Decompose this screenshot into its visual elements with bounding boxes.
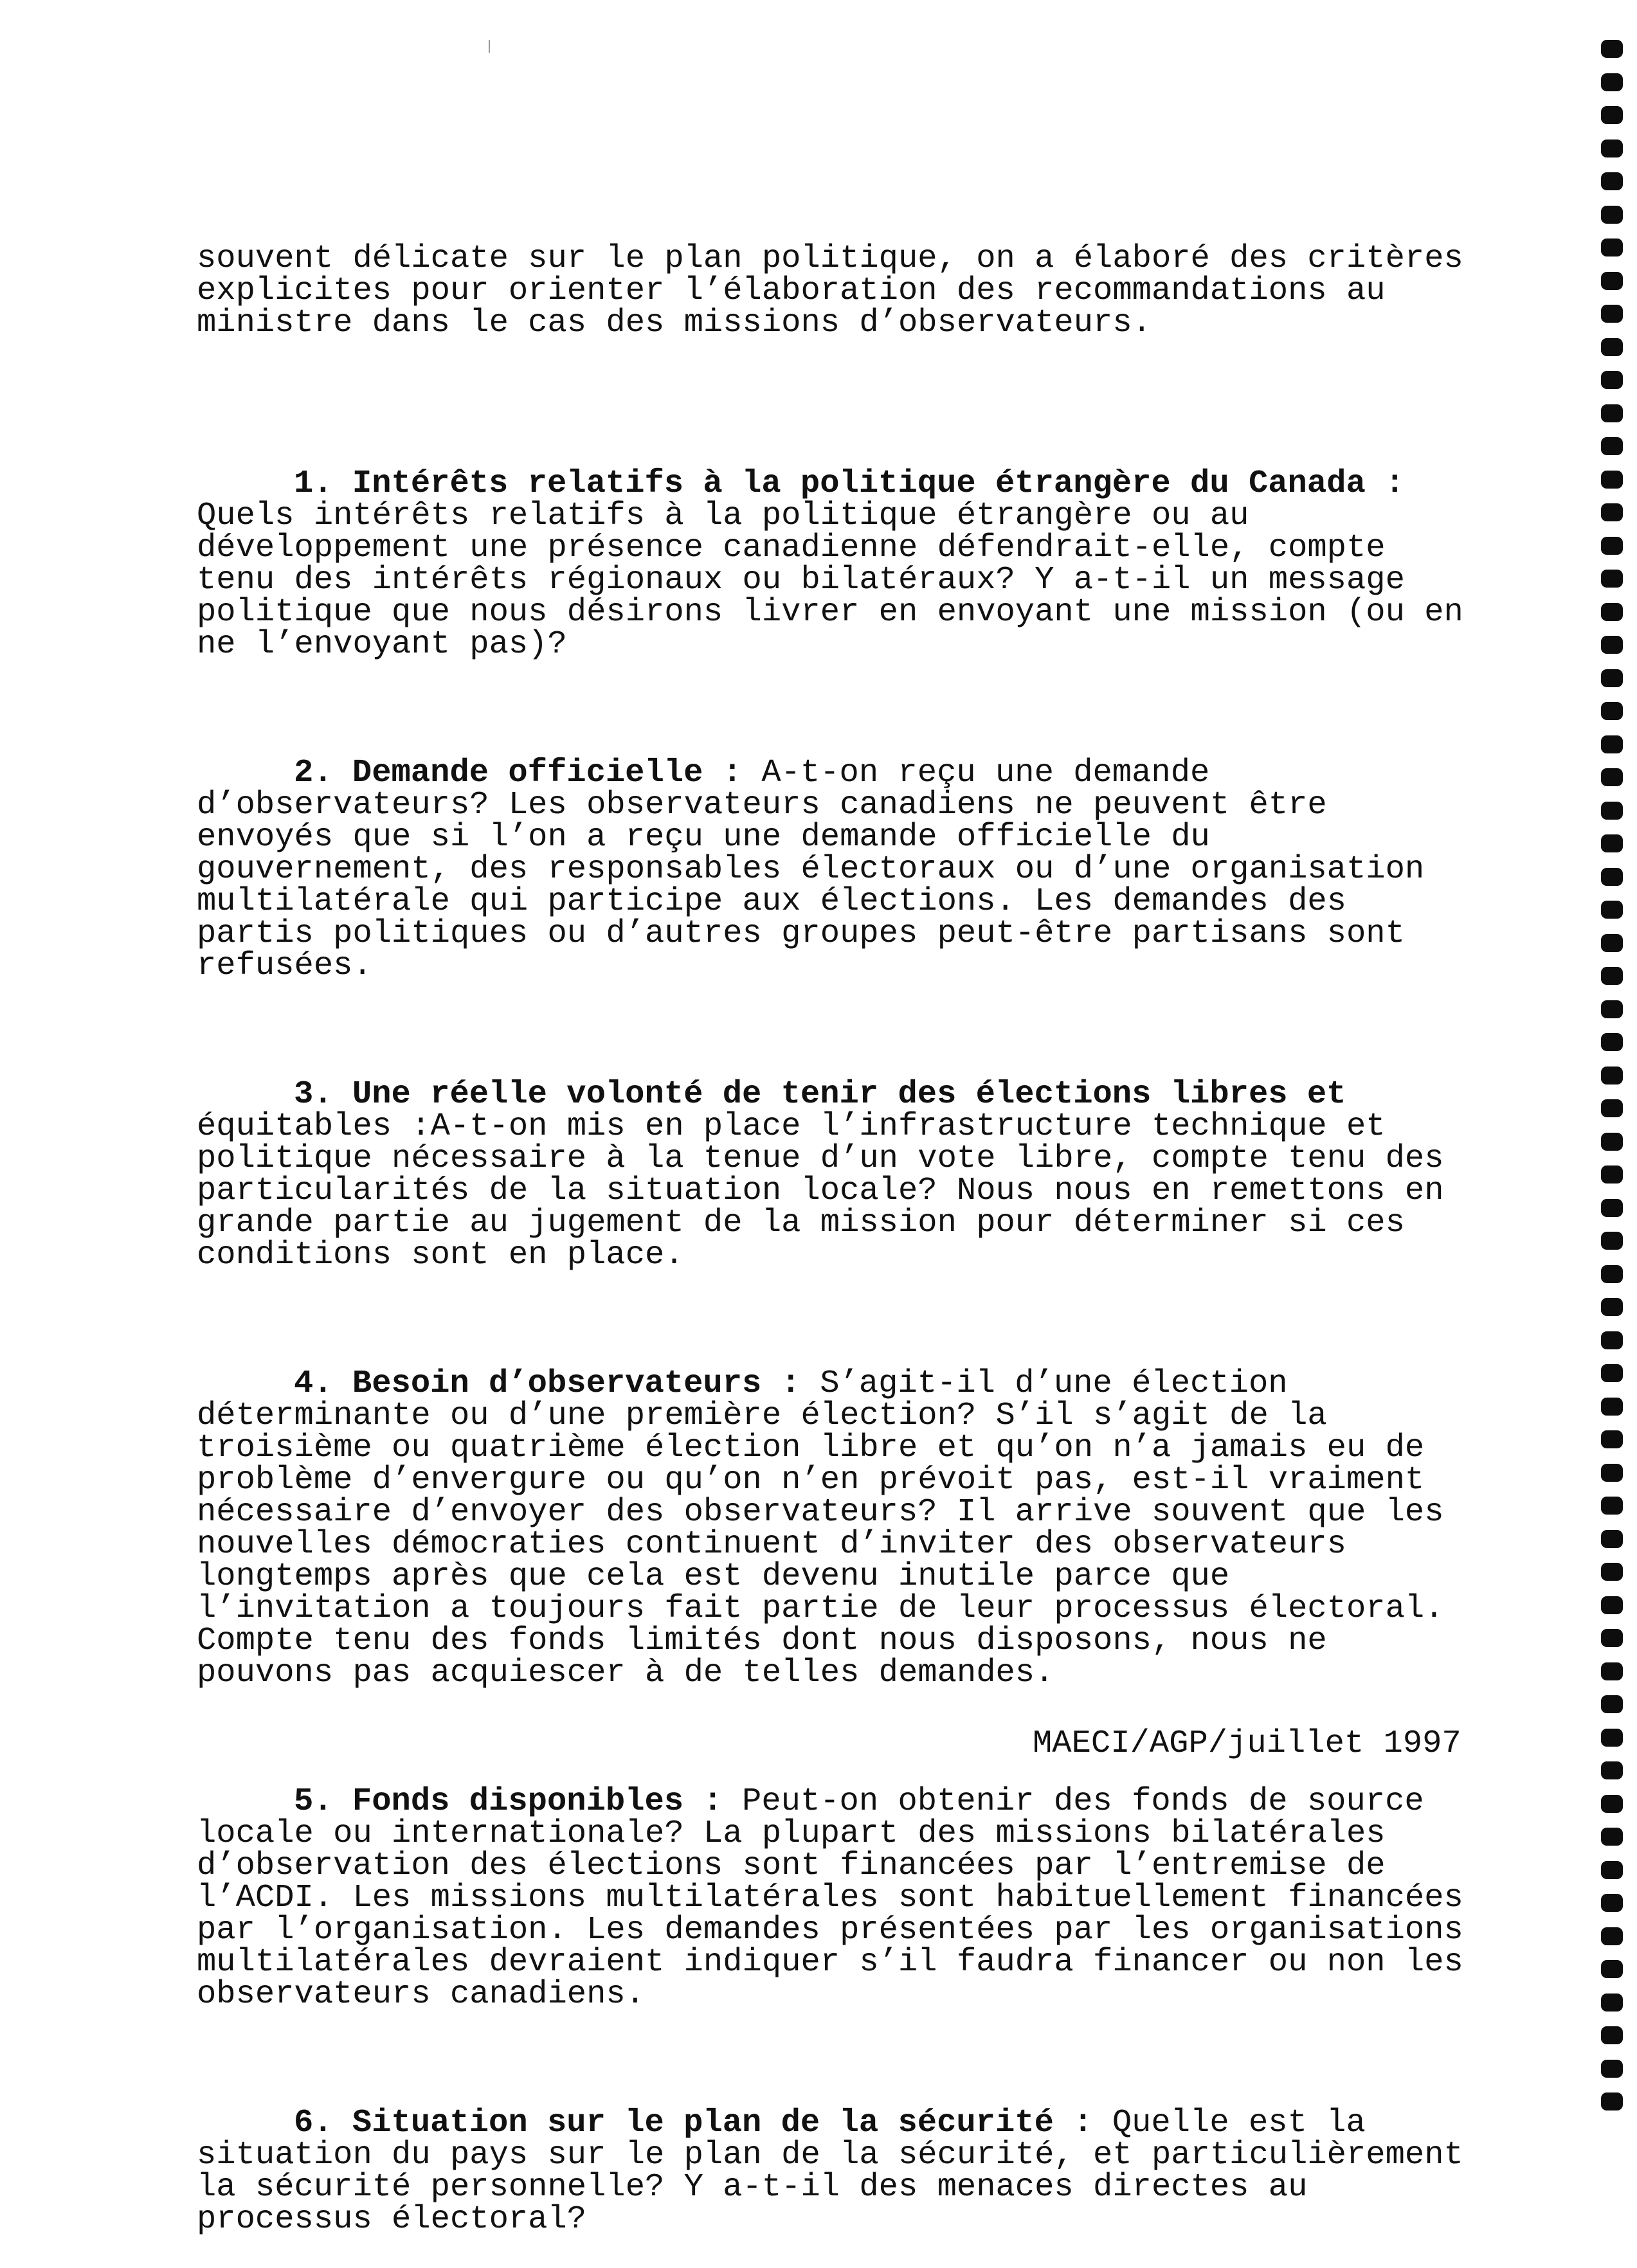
criterion-heading: 5. Fonds disponibles : [294, 1783, 723, 1820]
criterion-line: d’observation des élections sont financées par l’entremise de [197, 1848, 1386, 1884]
criterion-line: par l’organisation. Les demandes présentées par les organisations [197, 1912, 1463, 1949]
scan-artifact-mark [489, 40, 490, 53]
binder-hole [1601, 1166, 1623, 1184]
criterion-line: ne l’envoyant pas)? [197, 626, 567, 663]
binder-hole [1601, 537, 1623, 555]
binder-hole [1601, 967, 1623, 985]
binder-hole [1601, 603, 1623, 621]
criterion-first-line: A-t-on reçu une demande [742, 755, 1210, 791]
binder-hole [1601, 437, 1623, 455]
binder-hole [1601, 272, 1623, 290]
binder-hole [1601, 1331, 1623, 1349]
binder-hole [1601, 1761, 1623, 1779]
binder-hole [1601, 1232, 1623, 1250]
binder-hole [1601, 1629, 1623, 1647]
criterion-line: envoyés que si l’on a reçu une demande officielle du [197, 819, 1210, 856]
binder-hole [1601, 503, 1623, 521]
binder-hole [1601, 1430, 1623, 1448]
binder-hole [1601, 1927, 1623, 1945]
criterion-2 [197, 757, 1483, 982]
binder-hole [1601, 1729, 1623, 1747]
binder-hole [1601, 1364, 1623, 1382]
binder-hole [1601, 1894, 1623, 1912]
criterion-line: politique nécessaire à la tenue d’un vote libre, compte tenu des [197, 1140, 1444, 1177]
binder-hole [1601, 934, 1623, 952]
binder-hole [1601, 768, 1623, 786]
criterion-line: multilatérales devraient indiquer s’il faudra financer ou non les [197, 1944, 1463, 1981]
binder-hole [1601, 73, 1623, 91]
binder-hole [1601, 1497, 1623, 1515]
document-body [197, 179, 1483, 2268]
criterion-line: politique que nous désirons livrer en envoyant une mission (ou en [197, 594, 1463, 631]
binder-hole [1601, 1298, 1623, 1316]
binder-hole [1601, 1960, 1623, 1978]
criterion-line: pouvons pas acquiescer à de telles demandes. [197, 1655, 1054, 1691]
criterion-line: problème d’envergure ou qu’on n’en prévoit pas, est-il vraiment [197, 1462, 1425, 1498]
binder-hole [1601, 735, 1623, 753]
criterion-line: longtemps après que cela est devenu inutile parce que [197, 1558, 1230, 1595]
document-footer: MAECI/AGP/juillet 1997 [1033, 1725, 1461, 1762]
intro-line: ministre dans le cas des missions d’observateurs. [197, 305, 1152, 341]
binder-hole [1601, 1066, 1623, 1084]
binder-hole [1601, 1994, 1623, 2012]
binder-hole [1601, 140, 1623, 158]
binder-hole-strip [1601, 26, 1627, 2132]
criterion-heading: 1. Intérêts relatifs à la politique étrangère du Canada : [294, 465, 1405, 502]
binder-hole [1601, 1662, 1623, 1680]
binder-hole [1601, 1265, 1623, 1283]
criterion-line: l’ACDI. Les missions multilatérales sont habituellement financées [197, 1880, 1463, 1916]
binder-hole [1601, 802, 1623, 820]
binder-hole [1601, 404, 1623, 422]
binder-hole [1601, 1795, 1623, 1813]
binder-hole [1601, 1861, 1623, 1879]
criterion-3 [197, 1076, 1483, 1274]
binder-hole [1601, 40, 1623, 58]
criterion-heading: 2. Demande officielle : [294, 755, 743, 791]
binder-hole [1601, 2026, 1623, 2044]
binder-hole [1601, 1000, 1623, 1018]
criterion-line: troisième ou quatrième élection libre et qu’on n’a jamais eu de [197, 1430, 1425, 1466]
criterion-line: grande partie au jugement de la mission pour déterminer si ces [197, 1205, 1405, 1241]
criterion-first-line: S’agit-il d’une élection [800, 1365, 1288, 1402]
binder-hole [1601, 1563, 1623, 1581]
binder-hole [1601, 901, 1623, 919]
criterion-line: gouvernement, des responsables électoraux ou d’une organisation [197, 851, 1425, 888]
criterion-line: processus électoral? [197, 2201, 587, 2238]
criterion-line: tenu des intérêts régionaux ou bilatéraux? Y a-t-il un message [197, 562, 1405, 598]
binder-hole [1601, 2060, 1623, 2078]
criterion-6 [197, 2107, 1483, 2236]
criterion-heading: 4. Besoin d’observateurs : [294, 1365, 800, 1402]
intro-paragraph [197, 240, 1483, 341]
binder-hole [1601, 834, 1623, 852]
criterion-line: Compte tenu des fonds limités dont nous disposons, nous ne [197, 1623, 1327, 1659]
binder-hole [1601, 172, 1623, 190]
criterion-first-line: Quelle est la [1092, 2105, 1366, 2141]
binder-hole [1601, 702, 1623, 720]
binder-hole [1601, 1530, 1623, 1548]
binder-hole [1601, 1199, 1623, 1217]
criterion-1 [197, 465, 1483, 663]
binder-hole [1601, 1596, 1623, 1614]
criterion-line: refusées. [197, 948, 372, 984]
binder-hole [1601, 636, 1623, 654]
binder-hole [1601, 338, 1623, 356]
binder-hole [1601, 371, 1623, 389]
criterion-line: équitables :A-t-on mis en place l’infrastructure technique et [197, 1108, 1386, 1145]
criterion-line: locale ou internationale? La plupart des missions bilatérales [197, 1815, 1386, 1852]
intro-line: souvent délicate sur le plan politique, on a élaboré des critères [197, 240, 1463, 277]
criterion-line: situation du pays sur le plan de la sécurité, et particulièrement [197, 2137, 1463, 2174]
binder-hole [1601, 471, 1623, 489]
binder-hole [1601, 206, 1623, 224]
criterion-line: développement une présence canadienne défendrait-elle, compte [197, 530, 1386, 566]
binder-hole [1601, 2092, 1623, 2110]
binder-hole [1601, 868, 1623, 886]
binder-hole [1601, 1099, 1623, 1117]
binder-hole [1601, 305, 1623, 323]
binder-hole [1601, 669, 1623, 687]
binder-hole [1601, 570, 1623, 588]
criterion-first-line: Peut-on obtenir des fonds de source [722, 1783, 1424, 1820]
criterion-line: déterminante ou d’une première élection? S’il s’agit de la [197, 1398, 1327, 1434]
criterion-5 [197, 1783, 1483, 2013]
binder-hole [1601, 1133, 1623, 1151]
criterion-line: partis politiques ou d’autres groupes peut-être partisans sont [197, 915, 1405, 952]
criterion-line: observateurs canadiens. [197, 1976, 646, 2013]
criterion-line: l’invitation a toujours fait partie de leur processus électoral. [197, 1590, 1444, 1627]
criterion-line: d’observateurs? Les observateurs canadiens ne peuvent être [197, 787, 1327, 824]
criterion-line: nécessaire d’envoyer des observateurs? Il arrive souvent que les [197, 1494, 1444, 1531]
binder-hole [1601, 1828, 1623, 1846]
binder-hole [1601, 106, 1623, 124]
criterion-line: la sécurité personnelle? Y a-t-il des menaces directes au [197, 2169, 1308, 2206]
criterion-4 [197, 1365, 1483, 1691]
intro-line: explicites pour orienter l’élaboration des recommandations au [197, 273, 1386, 309]
criterion-line: Quels intérêts relatifs à la politique étrangère ou au [197, 498, 1249, 534]
binder-hole [1601, 1464, 1623, 1482]
binder-hole [1601, 239, 1623, 256]
criterion-heading: 3. Une réelle volonté de tenir des élections libres et [294, 1076, 1346, 1113]
criterion-heading: 6. Situation sur le plan de la sécurité : [294, 2105, 1093, 2141]
criterion-line: conditions sont en place. [197, 1237, 684, 1274]
criterion-line: nouvelles démocraties continuent d’inviter des observateurs [197, 1526, 1346, 1563]
binder-hole [1601, 1033, 1623, 1051]
criterion-line: particularités de la situation locale? Nous nous en remettons en [197, 1173, 1444, 1209]
binder-hole [1601, 1695, 1623, 1713]
criterion-line: multilatérale qui participe aux élections. Les demandes des [197, 883, 1346, 920]
binder-hole [1601, 1398, 1623, 1416]
